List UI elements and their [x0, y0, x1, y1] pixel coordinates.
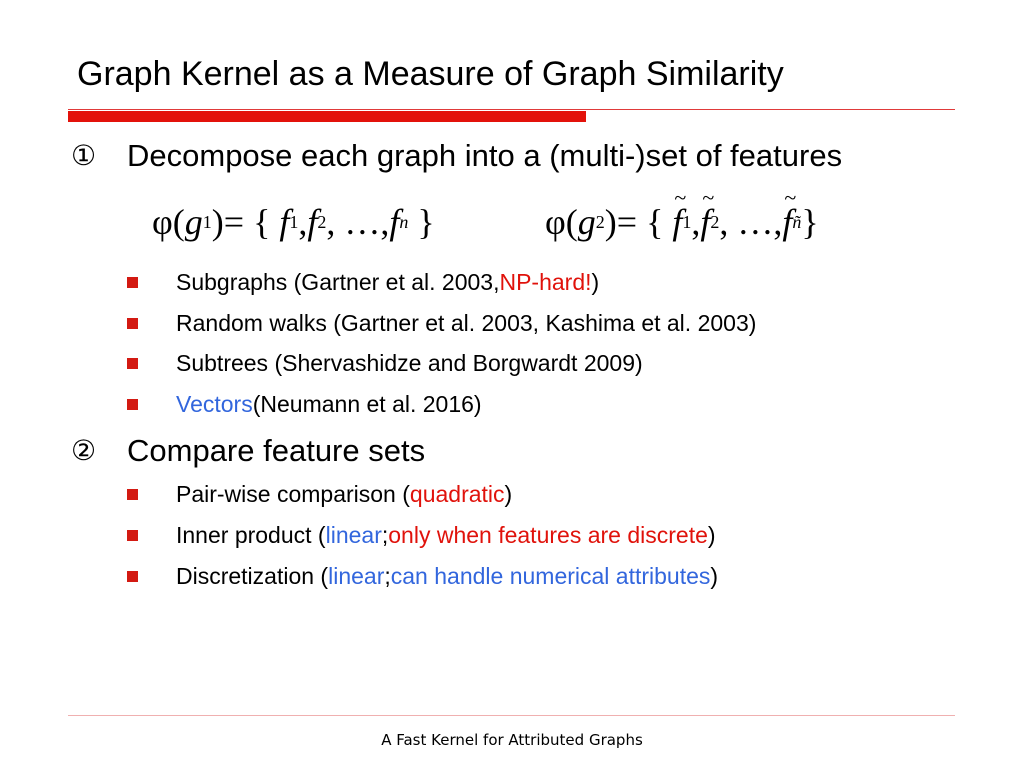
list-item: Inner product ( linear ; only when features are discrete ) [127, 519, 716, 551]
tilde-f: ~ f [782, 201, 792, 243]
section-number: ① [71, 139, 97, 172]
bullet-square-icon [127, 277, 138, 288]
tilde-f: ~ f [672, 201, 682, 243]
footer-divider [68, 715, 955, 716]
phi-symbol: φ [545, 202, 566, 242]
title-underline [68, 109, 955, 110]
list-item: Subgraphs (Gartner et al. 2003, NP-hard! ) [127, 266, 599, 298]
section-number: ② [71, 434, 97, 467]
bullet-square-icon [127, 318, 138, 329]
list-item: Random walks (Gartner et al. 2003, Kashima et al. 2003) [127, 307, 756, 339]
list-item: Vectors (Neumann et al. 2016) [127, 388, 482, 420]
section-1-heading [71, 136, 842, 176]
tilde-f: ~ f [700, 201, 710, 243]
slide-title: Graph Kernel as a Measure of Graph Similarity [77, 55, 784, 93]
section-text: Decompose each graph into a (multi-)set of features [127, 138, 843, 173]
slide-footer: A Fast Kernel for Attributed Graphs [381, 731, 643, 749]
list-item: Pair-wise comparison ( quadratic ) [127, 478, 512, 510]
title-accent-bar [68, 111, 586, 122]
section-text: Compare feature sets [127, 433, 426, 468]
bullet-square-icon [127, 530, 138, 541]
section-2-heading [71, 431, 425, 471]
bullet-square-icon [127, 489, 138, 500]
bullet-square-icon [127, 399, 138, 410]
bullet-square-icon [127, 571, 138, 582]
formula-phi-g1: φ ( g 1 ) = { f 1 , f 2 , …, f n } [152, 202, 435, 242]
list-item: Subtrees (Shervashidze and Borgwardt 2009) [127, 347, 643, 379]
formula-phi-g2: φ ( g 2 ) = { ~ f 1 , ~ f 2 , …, ~ f ñ } [545, 196, 819, 248]
phi-symbol: φ [152, 202, 173, 242]
list-item: Discretization ( linear ; can handle numerical attributes ) [127, 560, 718, 592]
bullet-square-icon [127, 358, 138, 369]
